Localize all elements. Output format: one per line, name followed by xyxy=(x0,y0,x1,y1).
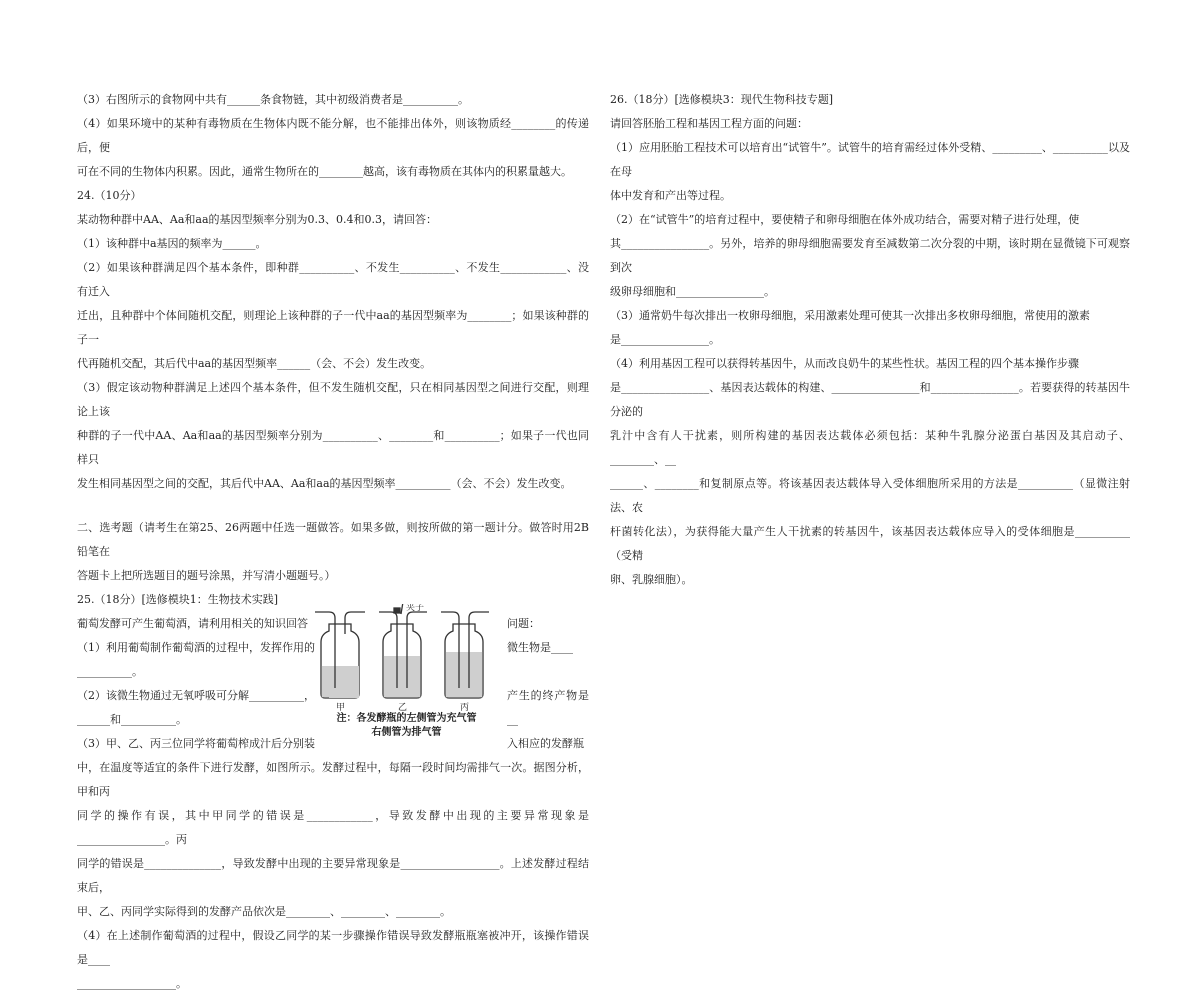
q24-intro: 某动物种群中AA、Aa和aa的基因型频率分别为0.3、0.4和0.3，请回答： xyxy=(77,213,437,226)
q26-intro: 请回答胚胎工程和基因工程方面的问题： xyxy=(610,117,808,130)
q24-part2-line2: 迁出，且种群中个体间随机交配，则理论上该种群的子一代中aa的基因型频率为________；如果该种群的子一 xyxy=(77,309,589,346)
q25-intro xyxy=(77,612,589,636)
q25-part1-right: 微生物是____ xyxy=(507,641,573,654)
q26-part4-line4: ______、________和复制原点等。将该基因表达载体导入受体细胞所采用的方法是__________（显微注射法、农 xyxy=(610,477,1130,514)
q24-part3-line1: （3）假定该动物种群满足上述四个基本条件，但不发生随机交配，只在相同基因型之间进行交配，则理论上该 xyxy=(77,381,589,418)
q24-heading: 24.（10分） xyxy=(77,189,142,202)
q26-part2-line2: 其________________。另外，培养的卵母细胞需要发育至减数第二次分裂的中期，该时期在显微镜下可观察到次 xyxy=(610,237,1130,274)
section2-line1: 二、选考题（请考生在第25、26两题中任选一题做答。如果多做，则按所做的第一题计分。做答时用2B铅笔在 xyxy=(77,521,589,558)
q26-part1-line2: 体中发育和产出等过程。 xyxy=(610,189,731,202)
q24-part3-line3: 发生相同基因型之间的交配，其后代中AA、Aa和aa的基因型频率__________（会、不会）发生改变。 xyxy=(77,477,572,490)
q26-part4-line5: 杆菌转化法），为获得能大量产生人干扰素的转基因牛，该基因表达载体应导入的受体细胞是__________（受精 xyxy=(610,525,1130,562)
left-column xyxy=(77,88,589,996)
q25-heading: 25.（18分）[选修模块1：生物技术实践] xyxy=(77,593,279,606)
right-column xyxy=(610,88,1130,592)
q25-part3-line1 xyxy=(77,732,589,756)
q25-part2-left: （2）该微生物通过无氧呼吸可分解__________， xyxy=(77,689,315,702)
q24-part2-line3: 代再随机交配，其后代中aa的基因型频率______（会、不会）发生改变。 xyxy=(77,357,432,370)
caption-line2: 右侧管为排气管 xyxy=(371,727,442,738)
q26-part4-line6: 卵、乳腺细胞）。 xyxy=(610,573,693,586)
bottle-label-bing: 丙 xyxy=(460,703,470,712)
q26-part4-line1: （4）利用基因工程可以获得转基因牛，从而改良奶牛的某些性状。基因工程的四个基本操作步骤 xyxy=(610,357,1079,370)
q23-part3: （3）右图所示的食物网中共有______条食物链，其中初级消费者是__________。 xyxy=(77,93,469,106)
q25-part3-line5: 甲、乙、丙同学实际得到的发酵产品依次是________、________、________。 xyxy=(77,905,451,918)
q25-intro-right: 问题： xyxy=(507,617,540,630)
q25-part1-line2: __________。 xyxy=(77,665,143,678)
q24-part3-line2: 种群的子一代中AA、Aa和aa的基因型频率分别为__________、________和__________；如果子一代也同样只 xyxy=(77,429,589,466)
caption-line1: 注：各发酵瓶的左侧管为充气管 xyxy=(336,713,477,724)
q24-part1: （1）该种群中a基因的频率为______。 xyxy=(77,237,267,250)
q25-part2-right: 产生的终产物是__ xyxy=(507,689,589,726)
q25-part4-line2: __________________。 xyxy=(77,977,187,990)
section2-line2: 答题卡上把所选题目的题号涂黑，并写清小题题号。） xyxy=(77,569,336,582)
q25-intro-left: 葡萄发酵可产生葡萄酒，请利用相关的知识回答 xyxy=(77,617,308,630)
bottle-label-yi: 乙 xyxy=(398,703,408,712)
q25-part2-line2: ______和__________。 xyxy=(77,713,187,726)
q25-part3-line2: 中，在温度等适宜的条件下进行发酵，如图所示。发酵过程中，每隔一段时间均需排气一次。据图分析，甲和丙 xyxy=(77,761,589,798)
q26-part4-line3: 乳汁中含有人干扰素，则所构建的基因表达载体必须包括：某种牛乳腺分泌蛋白基因及其启动子、________、__ xyxy=(610,429,1130,466)
q26-part4-line2: 是________________、基因表达载体的构建、________________和________________。若要获得的转基因牛分泌的 xyxy=(610,381,1130,418)
q26-heading: 26.（18分）[选修模块3：现代生物科技专题] xyxy=(610,93,834,106)
bottle-label-jia: 甲 xyxy=(336,703,346,712)
q25-part3-right: 入相应的发酵瓶 xyxy=(507,737,584,750)
q26-part2-line1: （2）在“试管牛”的培育过程中，要使精子和卵母细胞在体外成功结合，需要对精子进行处理，使 xyxy=(610,213,1080,226)
q24-part2-line1: （2）如果该种群满足四个基本条件，即种群__________、不发生__________、不发生____________、没有迁入 xyxy=(77,261,589,298)
q25-part1-line1 xyxy=(77,636,589,660)
q23-part4-line2: 可在不同的生物体内积累。因此，通常生物所在的________越高，该有毒物质在其体内的积累量越大。 xyxy=(77,165,572,178)
q26-part1-line1: （1）应用胚胎工程技术可以培育出“试管牛”。试管牛的培育需经过体外受精、_________、__________以及在母 xyxy=(610,141,1130,178)
q25-part3-line4: 同学的错误是______________，导致发酵中出现的主要异常现象是__________________。上述发酵过程结束后， xyxy=(77,857,589,894)
q25-part3-left: （3）甲、乙、丙三位同学将葡萄榨成汁后分别装 xyxy=(77,737,315,750)
q26-part2-line3: 级卵母细胞和________________。 xyxy=(610,285,775,298)
q26-part3-line1: （3）通常奶牛每次排出一枚卵母细胞，采用激素处理可使其一次排出多枚卵母细胞，常使用的激素 xyxy=(610,309,1090,322)
q26-part3-line2: 是________________。 xyxy=(610,333,720,346)
q25-part1-left: （1）利用葡萄制作葡萄酒的过程中，发挥作用的 xyxy=(77,641,315,654)
q25-part4-line1: （4）在上述制作葡萄酒的过程中，假设乙同学的某一步骤操作错误导致发酵瓶瓶塞被冲开，该操作错误是____ xyxy=(77,929,589,966)
q25-figure-block xyxy=(77,604,589,756)
q23-part4-line1: （4）如果环境中的某种有毒物质在生物体内既不能分解，也不能排出体外，则该物质经________的传递后，便 xyxy=(77,117,589,154)
clamp-label: 夹子 xyxy=(406,604,425,613)
q25-part3-line3: 同学的操作有误，其中甲同学的错误是____________，导致发酵中出现的主要异常现象是________________。丙 xyxy=(77,809,589,846)
